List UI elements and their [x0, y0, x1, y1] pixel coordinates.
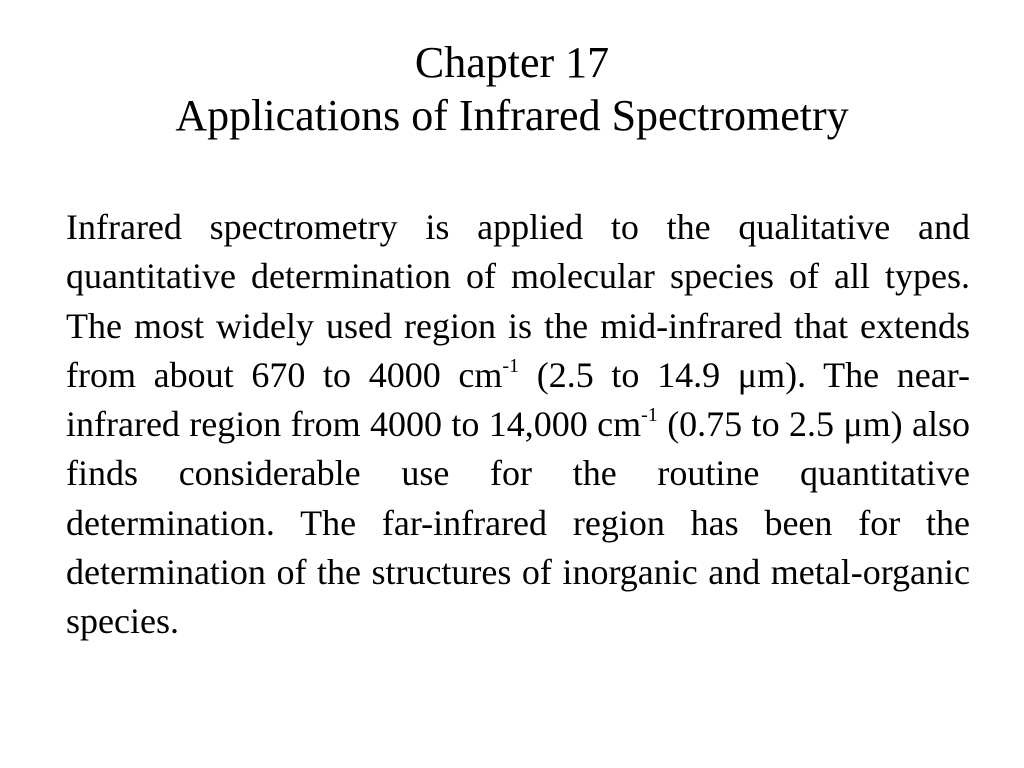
body-text-part-2: (2.5 to 14.9 μm). The near-infrared region from 4000 to 14,000 cm [66, 354, 970, 445]
chapter-title: Applications of Infrared Spectrometry [175, 91, 849, 140]
superscript-inverse-cm-1: -1 [502, 354, 520, 377]
body-text-part-3: (0.75 to 2.5 μm) also finds considerable use for the routine quantitative determination. The far-infrared region has been for the determination of the structures of inorganic and metal-organic species. [66, 404, 970, 642]
slide-title [0, 36, 1024, 142]
body-paragraph [66, 203, 970, 647]
chapter-heading: Chapter 17 [414, 38, 610, 87]
superscript-inverse-cm-2: -1 [641, 404, 658, 427]
body-text-part-1: Infrared spectrometry is applied to the qualitative and quantitative determination of molecular species of all types. The most widely used region is the mid-infrared that extends from about 670 to 4000 cm [66, 207, 970, 395]
